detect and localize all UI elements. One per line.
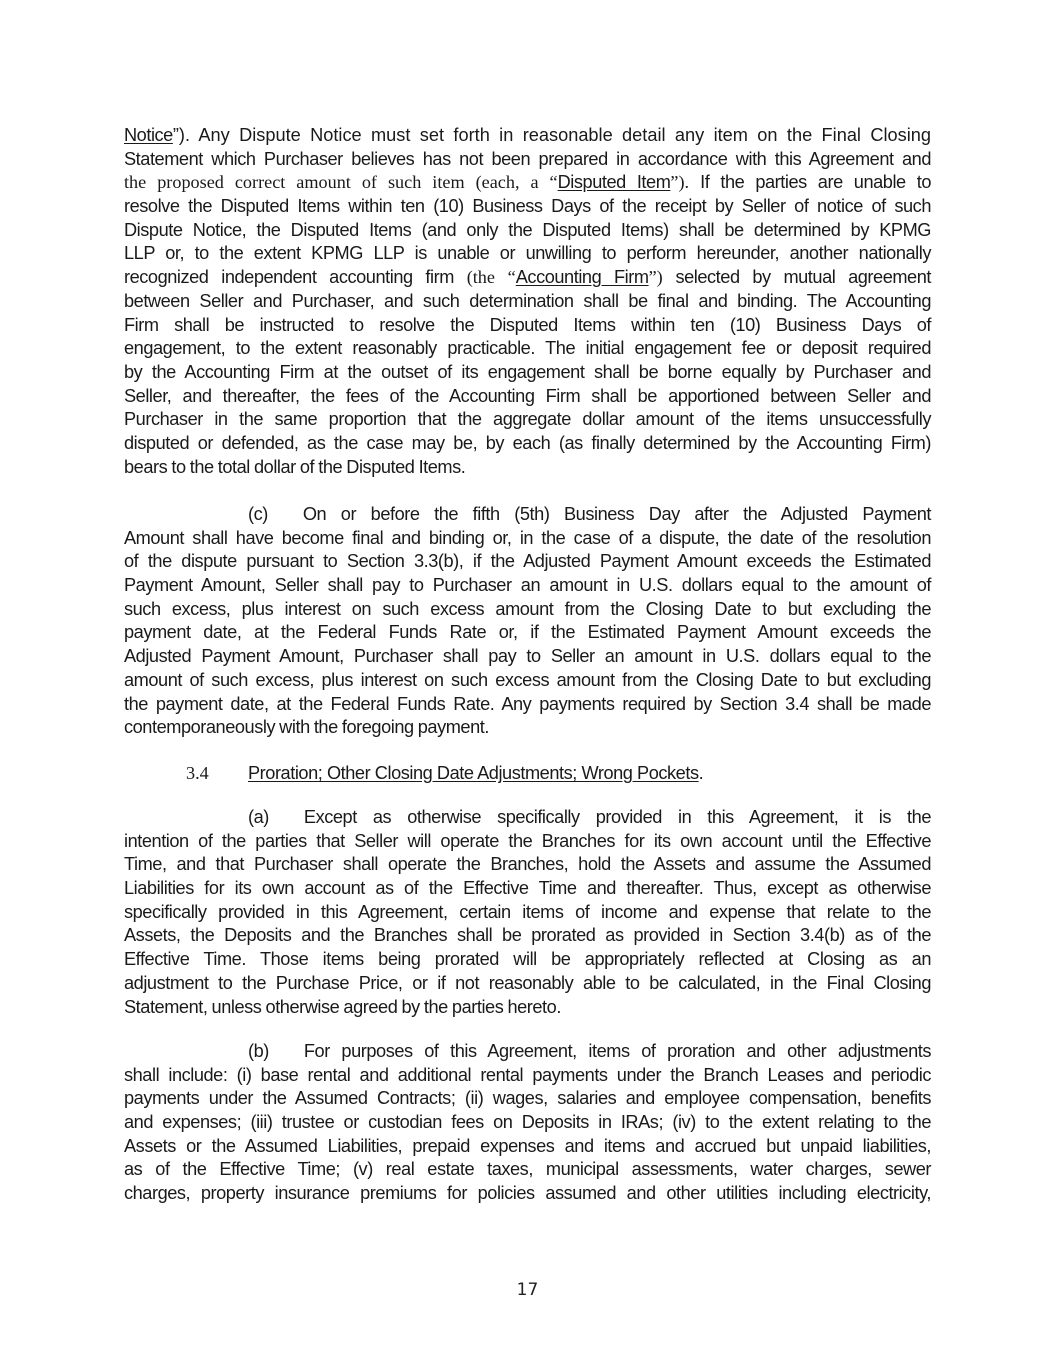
text-line: specifically provided in this Agreement, certain items of income and expense that relate to the <box>124 901 931 922</box>
text-line: Statement, unless otherwise agreed by the parties hereto. <box>124 996 561 1017</box>
text-line: between Seller and Purchaser, and such determination shall be final and binding. The Accounting <box>124 290 931 311</box>
text-line: (b) For purposes of this Agreement, items of proration and other adjustments <box>248 1041 931 1061</box>
text-line: engagement, to the extent reasonably practicable. The initial engagement fee or deposit required <box>124 338 931 359</box>
text-line: and expenses; (iii) trustee or custodian fees on Deposits in IRAs; (iv) to the extent relating to the <box>124 1112 931 1133</box>
text-line: Amount shall have become final and binding or, in the case of a dispute, the date of the resolution <box>124 527 931 548</box>
text-line: Notice”). Any Dispute Notice must set forth in reasonable detail any item on the Final Closing <box>124 125 931 145</box>
text-line: intention of the parties that Seller will operate the Branches for its own account until the Effective <box>124 830 931 851</box>
text-line: bears to the total dollar of the Disputed Items. <box>124 456 466 477</box>
defined-term-accounting-firm: Accounting Firm <box>515 267 649 288</box>
text-line: by the Accounting Firm at the outset of its engagement shall be borne equally by Purchaser and <box>124 361 931 382</box>
text-line: the payment date, at the Federal Funds Rate. Any payments required by Section 3.4 shall be made <box>124 693 931 714</box>
paragraph-a <box>124 806 931 1019</box>
text-line: (a) Except as otherwise specifically provided in this Agreement, it is the <box>248 807 931 827</box>
paragraph-b <box>124 1040 931 1206</box>
text-line: as of the Effective Time; (v) real estate taxes, municipal assessments, water charges, sewer <box>124 1159 931 1180</box>
text-line: of the dispute pursuant to Section 3.3(b), if the Adjusted Payment Amount exceeds the Estimated <box>124 551 931 572</box>
text-line: Firm shall be instructed to resolve the Disputed Items within ten (10) Business Days of <box>124 314 931 335</box>
paragraph-label: (a) <box>248 807 269 827</box>
text-line: payment date, at the Federal Funds Rate or, if the Estimated Payment Amount exceeds the <box>124 622 931 643</box>
dispute-notice-paragraph <box>124 124 931 479</box>
text-line: Statement which Purchaser believes has not been prepared in accordance with this Agreement and <box>124 148 931 169</box>
text-line: such excess, plus interest on such excess amount from the Closing Date to but excluding the <box>124 598 931 619</box>
text-line: Time, and that Purchaser shall operate the Branches, hold the Assets and assume the Assumed <box>124 854 931 875</box>
text-line: the proposed correct amount of such item (each, a “Disputed Item”). If the parties are unable to <box>124 172 931 193</box>
defined-term-notice: Notice <box>124 125 173 145</box>
text-line: disputed or defended, as the case may be, by each (as finally determined by the Accounting Firm) <box>124 432 931 453</box>
text-line: LLP or, to the extent KPMG LLP is unable or unwilling to perform hereunder, another nationally <box>124 243 931 264</box>
defined-term-disputed-item: Disputed Item <box>557 172 671 193</box>
text-line: Assets, the Deposits and the Branches shall be prorated as provided in Section 3.4(b) as of the <box>124 925 931 946</box>
paragraph-label: (c) <box>248 504 268 524</box>
paragraph-c <box>124 503 931 740</box>
text-line: adjustment to the Purchase Price, or if not reasonably able to be calculated, in the Final Closing <box>124 972 931 993</box>
text-line: contemporaneously with the foregoing payment. <box>124 717 489 738</box>
section-heading-3-4: 3.4 Proration; Other Closing Date Adjustments; Wrong Pockets. <box>186 763 704 783</box>
text-line: Liabilities for its own account as of the Effective Time and thereafter. Thus, except as otherwise <box>124 878 931 899</box>
section-title: Proration; Other Closing Date Adjustments; Wrong Pockets <box>248 763 699 783</box>
text-line: shall include: (i) base rental and additional rental payments under the Branch Leases and periodic <box>124 1064 931 1085</box>
text-line: Adjusted Payment Amount, Purchaser shall pay to Seller an amount in U.S. dollars equal to the <box>124 646 931 667</box>
text-line: Purchaser in the same proportion that the aggregate dollar amount of the items unsuccessfully <box>124 409 931 430</box>
text-line: Seller, and thereafter, the fees of the Accounting Firm shall be apportioned between Seller and <box>124 385 931 406</box>
page-number: 17 <box>516 1280 539 1300</box>
text-line: payments under the Assumed Contracts; (ii) wages, salaries and employee compensation, benefits <box>124 1088 931 1109</box>
paragraph-label: (b) <box>248 1041 269 1061</box>
text-line: Payment Amount, Seller shall pay to Purchaser an amount in U.S. dollars equal to the amount of <box>124 575 931 596</box>
text-line: Effective Time. Those items being prorated will be appropriately reflected at Closing as an <box>124 949 931 970</box>
text-line: recognized independent accounting firm (the “Accounting Firm”) selected by mutual agreement <box>124 267 931 288</box>
text-line: (c) On or before the fifth (5th) Business Day after the Adjusted Payment <box>248 504 931 524</box>
section-number: 3.4 <box>186 763 209 783</box>
text-line: Assets or the Assumed Liabilities, prepaid expenses and items and accrued but unpaid liabilities, <box>124 1135 931 1156</box>
text-line: amount of such excess, plus interest on such excess amount from the Closing Date to but excluding <box>124 669 931 690</box>
text-line: resolve the Disputed Items within ten (10) Business Days of the receipt by Seller of notice of such <box>124 196 931 217</box>
text-line: Dispute Notice, the Disputed Items (and only the Disputed Items) shall be determined by KPMG <box>124 219 931 240</box>
text-line: charges, property insurance premiums for policies assumed and other utilities including electricity, <box>124 1183 931 1204</box>
